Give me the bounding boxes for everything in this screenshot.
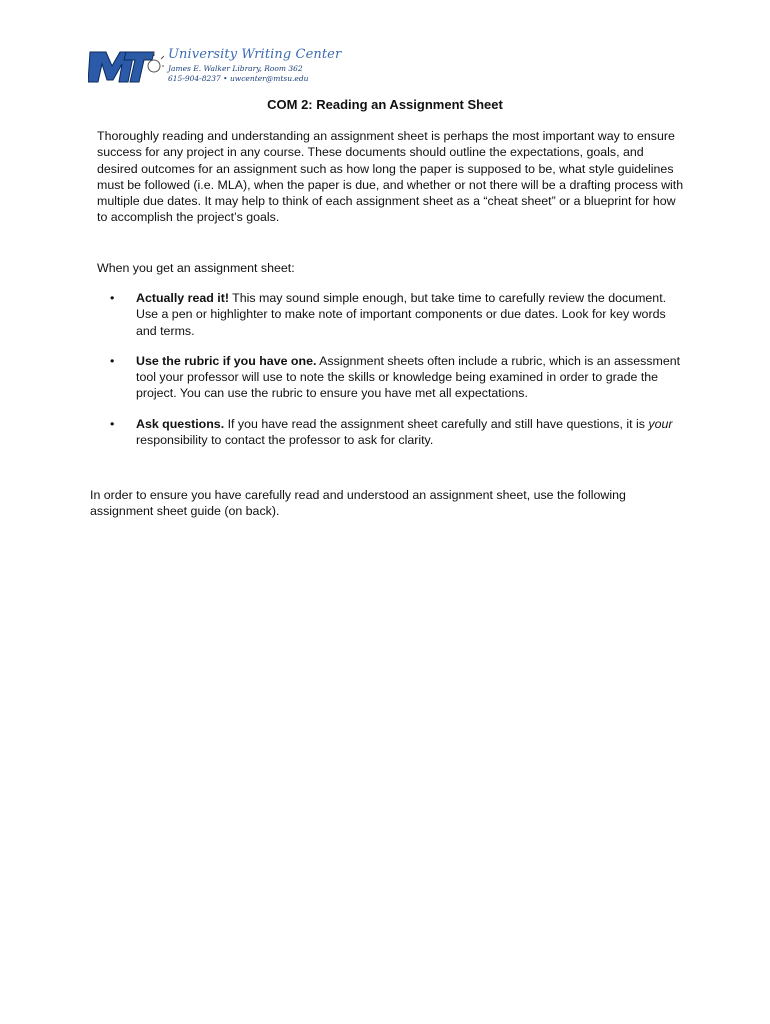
list-item — [110, 290, 685, 339]
mtsu-logo — [88, 42, 164, 88]
bullet-text: responsibility to contact the professor to ask for clarity. — [136, 433, 434, 448]
bullet-emphasis: your — [648, 416, 673, 431]
intro-paragraph: Thoroughly reading and understanding an assignment sheet is perhaps the most important way to ensure success for any project in any course. These documents should outline the expectations, goals, and desired outcomes for an assignment such as how long the paper is supposed to be, what style guidelines must be followed (i.e. MLA), when the paper is due, and whether or not there will be a drafting process with multiple due dates. It may help to think of each assignment sheet as a “cheat sheet” or a blueprint for how to accomplish the project’s goals. — [97, 129, 684, 225]
bullet-text: If you have read the assignment sheet carefully and still have questions, it is — [224, 416, 649, 431]
bullet-list — [110, 290, 685, 462]
bullet-heading: Ask questions. — [136, 416, 225, 431]
bullet-dot: • — [110, 353, 115, 368]
header — [88, 42, 341, 88]
list-item — [110, 416, 685, 449]
center-contact: 615-904-8237 • uwcenter@mtsu.edu — [168, 73, 309, 83]
list-item — [110, 353, 685, 402]
closing-paragraph: In order to ensure you have carefully read and understood an assignment sheet, use the following assignment sheet guide (on back). — [90, 488, 626, 519]
bullet-text: This may sound simple enough, but take time to carefully review the document. Use a pen or highlighter to make note of important components or due dates. Look for key words and terms. — [136, 291, 667, 338]
bullet-text: Assignment sheets often include a rubric, which is an assessment tool your professor will use to note the skills or knowledge being examined in order to grade the project. You can use the rubric to ensure you have met all expectations. — [136, 353, 681, 401]
center-name: University Writing Center — [168, 47, 342, 62]
bullet-heading: Use the rubric if you have one. — [136, 353, 317, 368]
bullet-heading: Actually read it! — [136, 291, 229, 305]
lead-line: When you get an assignment sheet: — [97, 261, 295, 275]
page-title: COM 2: Reading an Assignment Sheet — [267, 97, 503, 112]
bullet-dot: • — [110, 291, 115, 305]
center-address: James E. Walker Library, Room 362 — [168, 64, 303, 73]
bullet-dot: • — [110, 416, 115, 431]
